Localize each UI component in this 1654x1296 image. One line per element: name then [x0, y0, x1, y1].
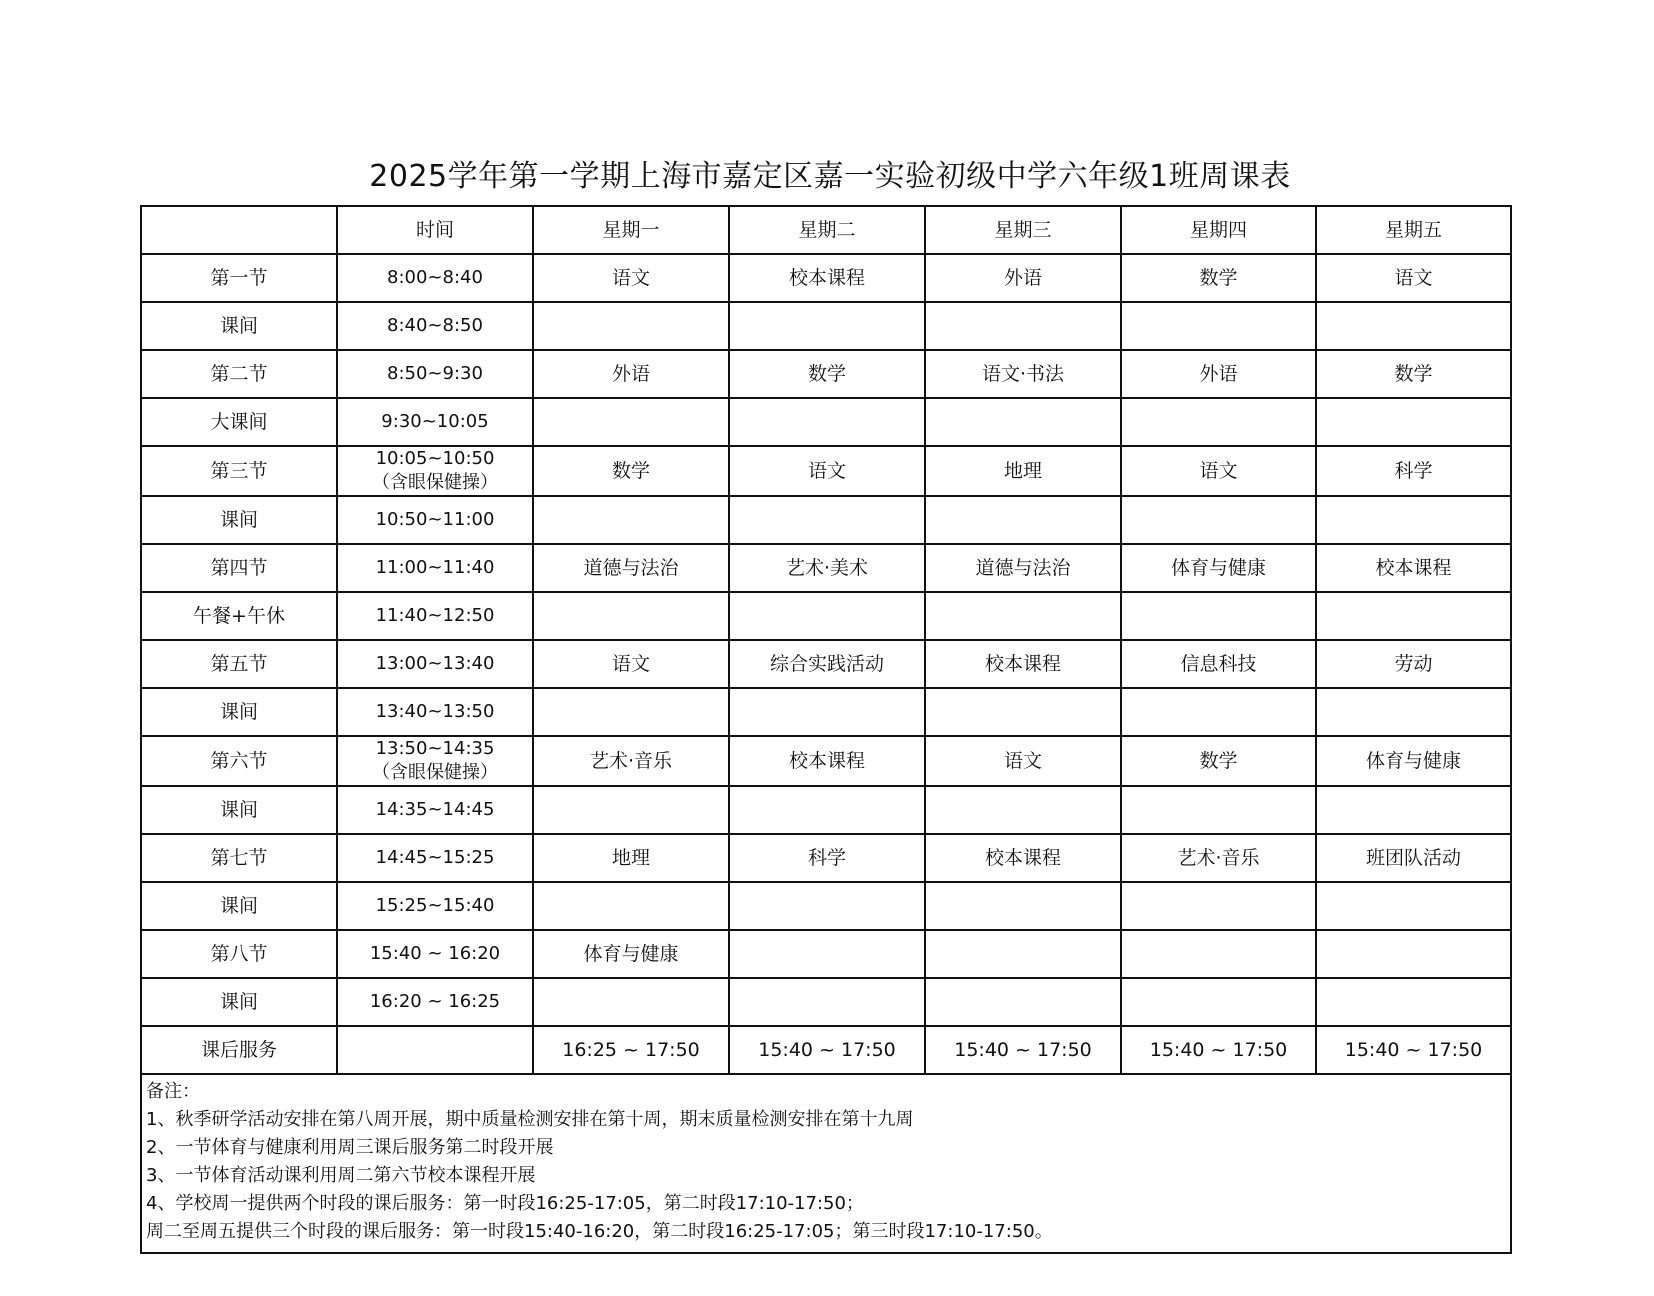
header-cell-time: 时间 — [337, 206, 533, 254]
subject-cell-friday — [1316, 786, 1511, 834]
time-cell — [337, 544, 533, 592]
time-note: （含眼保健操） — [372, 762, 498, 783]
subject-cell-thursday: 语文 — [1121, 446, 1316, 496]
table-row — [141, 398, 1511, 446]
period-cell: 午餐+午休 — [141, 592, 337, 640]
time-cell — [337, 834, 533, 882]
subject-cell-friday: 校本课程 — [1316, 544, 1511, 592]
subject-cell-wednesday: 语文 — [925, 736, 1121, 786]
subject-cell-tuesday: 校本课程 — [729, 254, 925, 302]
time-range: 14:45~15:25 — [375, 847, 495, 868]
subject-cell-tuesday: 语文 — [729, 446, 925, 496]
period-cell: 第一节 — [141, 254, 337, 302]
header-cell-thursday: 星期四 — [1121, 206, 1316, 254]
subject-cell-tuesday — [729, 882, 925, 930]
subject-cell-thursday: 数学 — [1121, 736, 1316, 786]
note-line: 2、一节体育与健康利用周三课后服务第二时段开展 — [146, 1137, 554, 1158]
subject-cell-monday — [533, 688, 729, 736]
subject-cell-thursday — [1121, 398, 1316, 446]
subject-cell-friday — [1316, 930, 1511, 978]
subject-cell-wednesday: 道德与法治 — [925, 544, 1121, 592]
period-cell: 第四节 — [141, 544, 337, 592]
time-cell — [337, 786, 533, 834]
subject-cell-tuesday: 科学 — [729, 834, 925, 882]
note-line: 4、学校周一提供两个时段的课后服务：第一时段16:25-17:05，第二时段17:10-17:50； — [146, 1193, 864, 1214]
subject-cell-friday — [1316, 302, 1511, 350]
subject-cell-tuesday: 校本课程 — [729, 736, 925, 786]
time-range: 14:35~14:45 — [375, 799, 495, 820]
subject-cell-monday: 地理 — [533, 834, 729, 882]
table-row — [141, 736, 1511, 786]
table-row — [141, 930, 1511, 978]
subject-cell-monday — [533, 882, 729, 930]
time-cell — [337, 398, 533, 446]
table-row — [141, 786, 1511, 834]
table-row — [141, 446, 1511, 496]
time-range: 16:20 ~ 16:25 — [369, 991, 501, 1012]
time-range: 8:40~8:50 — [387, 315, 483, 336]
subject-cell-wednesday: 外语 — [925, 254, 1121, 302]
subject-cell-thursday — [1121, 496, 1316, 544]
subject-cell-tuesday: 艺术·美术 — [729, 544, 925, 592]
subject-cell-tuesday: 15:40 ~ 17:50 — [729, 1026, 925, 1074]
period-cell: 课后服务 — [141, 1026, 337, 1074]
subject-cell-monday: 道德与法治 — [533, 544, 729, 592]
time-cell — [337, 978, 533, 1026]
time-range: 9:30~10:05 — [381, 411, 489, 432]
table-row — [141, 496, 1511, 544]
subject-cell-friday: 数学 — [1316, 350, 1511, 398]
subject-cell-monday — [533, 398, 729, 446]
table-row — [141, 350, 1511, 398]
time-range: 15:25~15:40 — [375, 895, 495, 916]
subject-cell-friday — [1316, 882, 1511, 930]
header-cell-tuesday: 星期二 — [729, 206, 925, 254]
table-row — [141, 254, 1511, 302]
time-note: （含眼保健操） — [372, 472, 498, 493]
subject-cell-tuesday — [729, 496, 925, 544]
subject-cell-tuesday — [729, 786, 925, 834]
header-row — [141, 206, 1511, 254]
table-row — [141, 978, 1511, 1026]
subject-cell-friday — [1316, 978, 1511, 1026]
subject-cell-tuesday — [729, 592, 925, 640]
time-range: 13:50~14:35 — [375, 738, 495, 759]
subject-cell-tuesday — [729, 398, 925, 446]
subject-cell-monday: 数学 — [533, 446, 729, 496]
subject-cell-tuesday — [729, 930, 925, 978]
table-row — [141, 302, 1511, 350]
subject-cell-friday: 15:40 ~ 17:50 — [1316, 1026, 1511, 1074]
page-title: 2025学年第一学期上海市嘉定区嘉一实验初级中学六年级1班周课表 — [369, 159, 1291, 194]
subject-cell-wednesday — [925, 592, 1121, 640]
subject-cell-wednesday — [925, 978, 1121, 1026]
subject-cell-monday: 语文 — [533, 640, 729, 688]
subject-cell-friday: 科学 — [1316, 446, 1511, 496]
subject-cell-thursday: 15:40 ~ 17:50 — [1121, 1026, 1316, 1074]
subject-cell-monday: 语文 — [533, 254, 729, 302]
subject-cell-thursday — [1121, 978, 1316, 1026]
period-cell: 第八节 — [141, 930, 337, 978]
notes-cell — [141, 1074, 1511, 1253]
subject-cell-friday: 体育与健康 — [1316, 736, 1511, 786]
subject-cell-monday: 体育与健康 — [533, 930, 729, 978]
period-cell: 课间 — [141, 496, 337, 544]
note-line: 周二至周五提供三个时段的课后服务：第一时段15:40-16:20，第二时段16:25-17:05；第三时段17:10-17:50。 — [146, 1221, 1053, 1242]
period-cell: 课间 — [141, 786, 337, 834]
header-cell-wednesday: 星期三 — [925, 206, 1121, 254]
period-cell: 课间 — [141, 978, 337, 1026]
subject-cell-tuesday — [729, 302, 925, 350]
subject-cell-thursday: 外语 — [1121, 350, 1316, 398]
subject-cell-monday — [533, 302, 729, 350]
time-cell — [337, 736, 533, 786]
subject-cell-wednesday — [925, 786, 1121, 834]
time-cell — [337, 254, 533, 302]
subject-cell-friday: 语文 — [1316, 254, 1511, 302]
subject-cell-wednesday — [925, 882, 1121, 930]
header-cell-monday: 星期一 — [533, 206, 729, 254]
subject-cell-wednesday: 15:40 ~ 17:50 — [925, 1026, 1121, 1074]
table-row — [141, 1026, 1511, 1074]
table-row — [141, 640, 1511, 688]
time-range: 10:05~10:50 — [375, 448, 495, 469]
period-cell: 第三节 — [141, 446, 337, 496]
subject-cell-tuesday: 综合实践活动 — [729, 640, 925, 688]
period-cell: 课间 — [141, 302, 337, 350]
time-range: 13:00~13:40 — [375, 653, 495, 674]
time-cell — [337, 496, 533, 544]
subject-cell-monday — [533, 496, 729, 544]
time-range: 11:40~12:50 — [375, 605, 495, 626]
subject-cell-monday: 艺术·音乐 — [533, 736, 729, 786]
period-cell: 第二节 — [141, 350, 337, 398]
time-range: 8:00~8:40 — [387, 267, 483, 288]
subject-cell-wednesday: 校本课程 — [925, 640, 1121, 688]
subject-cell-wednesday: 地理 — [925, 446, 1121, 496]
time-range: 11:00~11:40 — [375, 557, 495, 578]
period-cell: 第五节 — [141, 640, 337, 688]
subject-cell-friday: 劳动 — [1316, 640, 1511, 688]
time-range: 15:40 ~ 16:20 — [369, 943, 501, 964]
note-line: 1、秋季研学活动安排在第八周开展，期中质量检测安排在第十周，期末质量检测安排在第十九周 — [146, 1109, 914, 1130]
subject-cell-thursday: 信息科技 — [1121, 640, 1316, 688]
time-cell — [337, 592, 533, 640]
subject-cell-monday — [533, 978, 729, 1026]
table-row — [141, 688, 1511, 736]
subject-cell-wednesday: 校本课程 — [925, 834, 1121, 882]
subject-cell-friday — [1316, 592, 1511, 640]
subject-cell-friday — [1316, 496, 1511, 544]
header-cell — [141, 206, 337, 254]
subject-cell-thursday — [1121, 688, 1316, 736]
subject-cell-thursday: 数学 — [1121, 254, 1316, 302]
subject-cell-wednesday — [925, 930, 1121, 978]
subject-cell-friday — [1316, 688, 1511, 736]
time-cell — [337, 1026, 533, 1074]
subject-cell-thursday — [1121, 302, 1316, 350]
time-range: 10:50~11:00 — [375, 509, 495, 530]
subject-cell-wednesday: 语文·书法 — [925, 350, 1121, 398]
subject-cell-thursday — [1121, 592, 1316, 640]
time-range: 13:40~13:50 — [375, 701, 495, 722]
time-cell — [337, 640, 533, 688]
period-cell: 大课间 — [141, 398, 337, 446]
subject-cell-wednesday — [925, 688, 1121, 736]
subject-cell-tuesday: 数学 — [729, 350, 925, 398]
subject-cell-tuesday — [729, 688, 925, 736]
subject-cell-friday: 班团队活动 — [1316, 834, 1511, 882]
note-line: 备注： — [146, 1081, 200, 1102]
table-row — [141, 592, 1511, 640]
subject-cell-thursday — [1121, 930, 1316, 978]
period-cell: 第六节 — [141, 736, 337, 786]
subject-cell-monday: 16:25 ~ 17:50 — [533, 1026, 729, 1074]
subject-cell-wednesday — [925, 302, 1121, 350]
subject-cell-thursday — [1121, 786, 1316, 834]
subject-cell-friday — [1316, 398, 1511, 446]
subject-cell-monday — [533, 786, 729, 834]
time-cell — [337, 446, 533, 496]
period-cell: 第七节 — [141, 834, 337, 882]
subject-cell-thursday: 体育与健康 — [1121, 544, 1316, 592]
table-row — [141, 834, 1511, 882]
subject-cell-thursday: 艺术·音乐 — [1121, 834, 1316, 882]
subject-cell-wednesday — [925, 398, 1121, 446]
subject-cell-monday: 外语 — [533, 350, 729, 398]
time-cell — [337, 930, 533, 978]
subject-cell-thursday — [1121, 882, 1316, 930]
period-cell: 课间 — [141, 688, 337, 736]
table-row — [141, 544, 1511, 592]
time-cell — [337, 688, 533, 736]
notes-row — [141, 1074, 1511, 1253]
time-range: 8:50~9:30 — [387, 363, 483, 384]
time-cell — [337, 882, 533, 930]
subject-cell-wednesday — [925, 496, 1121, 544]
note-line: 3、一节体育活动课利用周二第六节校本课程开展 — [146, 1165, 536, 1186]
time-cell — [337, 350, 533, 398]
table-row — [141, 882, 1511, 930]
subject-cell-tuesday — [729, 978, 925, 1026]
time-cell — [337, 302, 533, 350]
subject-cell-monday — [533, 592, 729, 640]
timetable — [140, 205, 1512, 1254]
period-cell: 课间 — [141, 882, 337, 930]
header-cell-friday: 星期五 — [1316, 206, 1511, 254]
